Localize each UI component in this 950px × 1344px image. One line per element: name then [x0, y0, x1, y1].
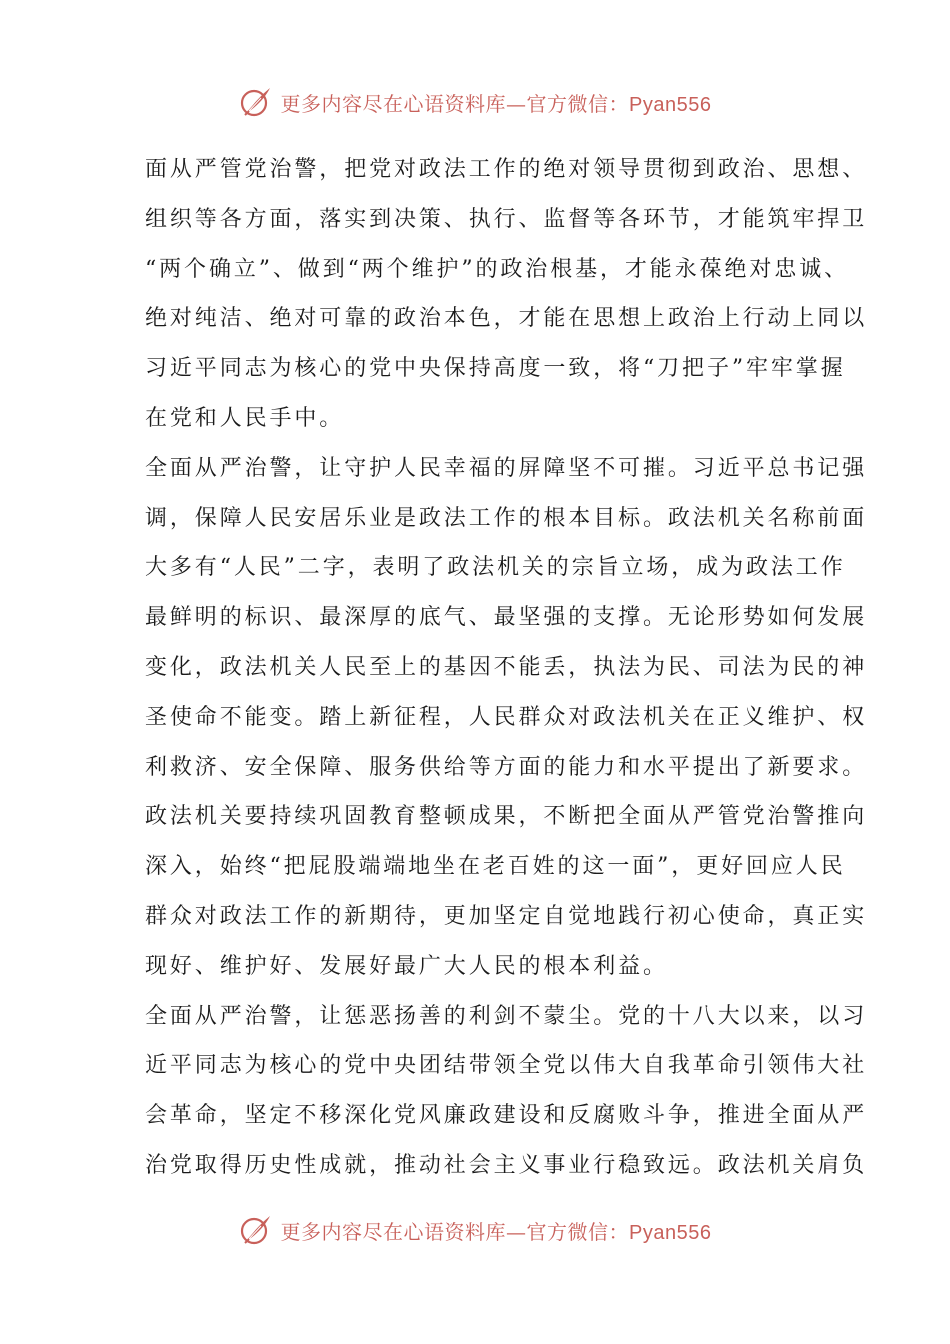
- body-line: 深入，始终“把屁股端端地坐在老百姓的这一面”，更好回应人民: [145, 854, 846, 880]
- body-line: “两个确立”、做到“两个维护”的政治根基，才能永葆绝对忠诚、: [145, 256, 849, 282]
- body-line: 近平同志为核心的党中央团结带领全党以伟大自我革命引领伟大社: [145, 1053, 868, 1079]
- body-line: 治党取得历史性成就，推动社会主义事业行稳致远。政法机关肩负: [145, 1152, 868, 1178]
- body-line: 利救济、安全保障、服务供给等方面的能力和水平提出了新要求。: [145, 754, 868, 780]
- body-line: 圣使命不能变。踏上新征程，人民群众对政法机关在正义维护、权: [145, 704, 868, 730]
- quill-pen-logo-icon: [239, 85, 273, 119]
- body-line: 会革命，坚定不移深化党风廉政建设和反腐败斗争，推进全面从严: [145, 1103, 868, 1129]
- body-line: 全面从严治警，让惩恶扬善的利剑不蒙尘。党的十八大以来，以习: [145, 1003, 868, 1029]
- quill-pen-logo-icon: [239, 1213, 273, 1247]
- body-line: 全面从严治警，让守护人民幸福的屏障坚不可摧。习近平总书记强: [145, 455, 868, 481]
- header-banner-text: 更多内容尽在心语资料库—官方微信：Pyan556: [280, 91, 712, 116]
- body-line: 调，保障人民安居乐业是政法工作的根本目标。政法机关名称前面: [145, 505, 868, 531]
- body-line: 面从严管党治警，把党对政法工作的绝对领导贯彻到政治、思想、: [145, 157, 868, 182]
- body-line: 大多有“人民”二字，表明了政法机关的宗旨立场，成为政法工作: [145, 555, 846, 581]
- article-body: [145, 145, 868, 1191]
- footer-watermark-banner: [0, 1210, 950, 1250]
- body-line: 变化，政法机关人民至上的基因不能丢，执法为民、司法为民的神: [145, 654, 868, 680]
- footer-banner-text: 更多内容尽在心语资料库—官方微信：Pyan556: [280, 1219, 712, 1244]
- body-line: 现好、维护好、发展好最广大人民的根本利益。: [145, 953, 668, 979]
- body-line: 在党和人民手中。: [145, 405, 345, 431]
- body-line: 组织等各方面，落实到决策、执行、监督等各环节，才能筑牢捍卫: [145, 206, 868, 232]
- body-line: 群众对政法工作的新期待，更加坚定自觉地践行初心使命，真正实: [145, 903, 868, 929]
- body-line: 绝对纯洁、绝对可靠的政治本色，才能在思想上政治上行动上同以: [145, 306, 868, 332]
- header-watermark-banner: [0, 82, 950, 122]
- body-line: 最鲜明的标识、最深厚的底气、最坚强的支撑。无论形势如何发展: [145, 605, 868, 631]
- body-line: 政法机关要持续巩固教育整顿成果，不断把全面从严管党治警推向: [145, 804, 868, 830]
- body-line: 习近平同志为核心的党中央保持高度一致，将“刀把子”牢牢掌握: [145, 356, 846, 382]
